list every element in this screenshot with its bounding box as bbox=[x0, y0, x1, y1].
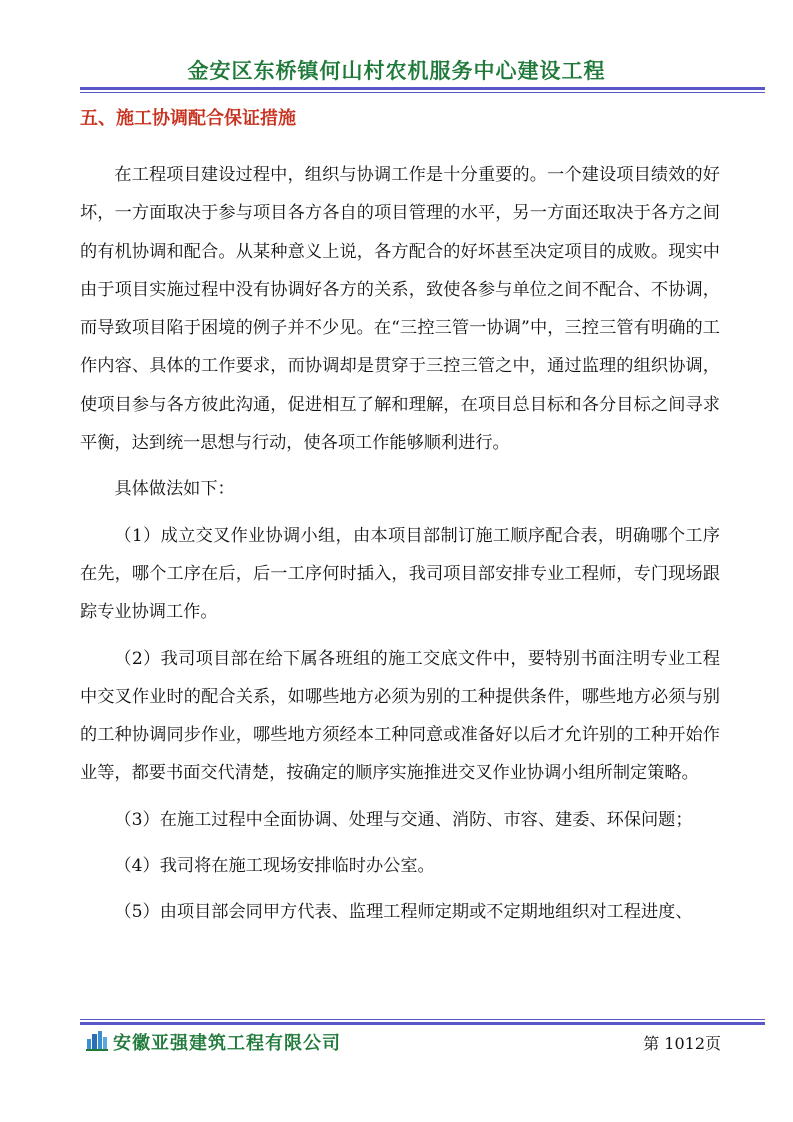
paragraph-intro: 在工程项目建设过程中，组织与协调工作是十分重要的。一个建设项目绩效的好坏，一方面取决于参与项目各方各自的项目管理的水平，另一方面还取决于各方之间的有机协调和配合。从某种意义上说，各方配合的好坏甚至决定项目的成败。现实中由于项目实施过程中没有协调好各方的关系，致使各参与单位之间不配合、不协调，而导致项目陷于困境的例子并不少见。在“三控三管一协调”中，三控三管有明确的工作内容、具体的工作要求，而协调却是贯穿于三控三管之中，通过监理的组织协调，使项目参与各方彼此沟通，促进相互了解和理解，在项目总目标和各分目标之间寻求平衡，达到统一思想与行动，使各项工作能够顺利进行。 bbox=[80, 165, 720, 454]
footer-company-name: 安徽亚强建筑工程有限公司 bbox=[113, 1033, 341, 1054]
document-header-title: 金安区东桥镇何山村农机服务中心建设工程 bbox=[187, 59, 606, 83]
paragraph-item-4: （4）我司将在施工现场安排临时办公室。 bbox=[114, 856, 435, 877]
body-text bbox=[80, 156, 720, 940]
paragraph-item-3: （3）在施工过程中全面协调、处理与交通、消防、市容、建委、环保问题； bbox=[114, 809, 693, 830]
footer-rule-thick bbox=[80, 1022, 765, 1025]
section-heading: 五、施工协调配合保证措施 bbox=[80, 108, 296, 129]
footer-page-number: 第 1012页 bbox=[643, 1034, 721, 1053]
paragraph-item-5: （5）由项目部会同甲方代表、监理工程师定期或不定期地组织对工程进度、 bbox=[114, 902, 693, 923]
paragraph-item-1: （1）成立交叉作业协调小组，由本项目部制订施工顺序配合表，明确哪个工序在先，哪个工序在后，后一工序何时插入，我司项目部安排专业工程师，专门现场跟踪专业协调工作。 bbox=[80, 525, 720, 623]
header-rule-thick bbox=[80, 87, 765, 90]
footer-rule-thin bbox=[80, 1019, 765, 1020]
header-rule-thin bbox=[80, 92, 765, 93]
paragraph-method-lead: 具体做法如下： bbox=[114, 479, 235, 500]
building-logo-icon bbox=[86, 1031, 108, 1051]
paragraph-item-2: （2）我司项目部在给下属各班组的施工交底文件中，要特别书面注明专业工程中交叉作业时的配合关系，如哪些地方必须为别的工种提供条件，哪些地方必须与别的工种协调同步作业，哪些地方须经本工种同意或准备好以后才允许别的工种开始作业等，都要书面交代清楚，按确定的顺序实施推进交叉作业协调小组所制定策略。 bbox=[80, 648, 720, 784]
